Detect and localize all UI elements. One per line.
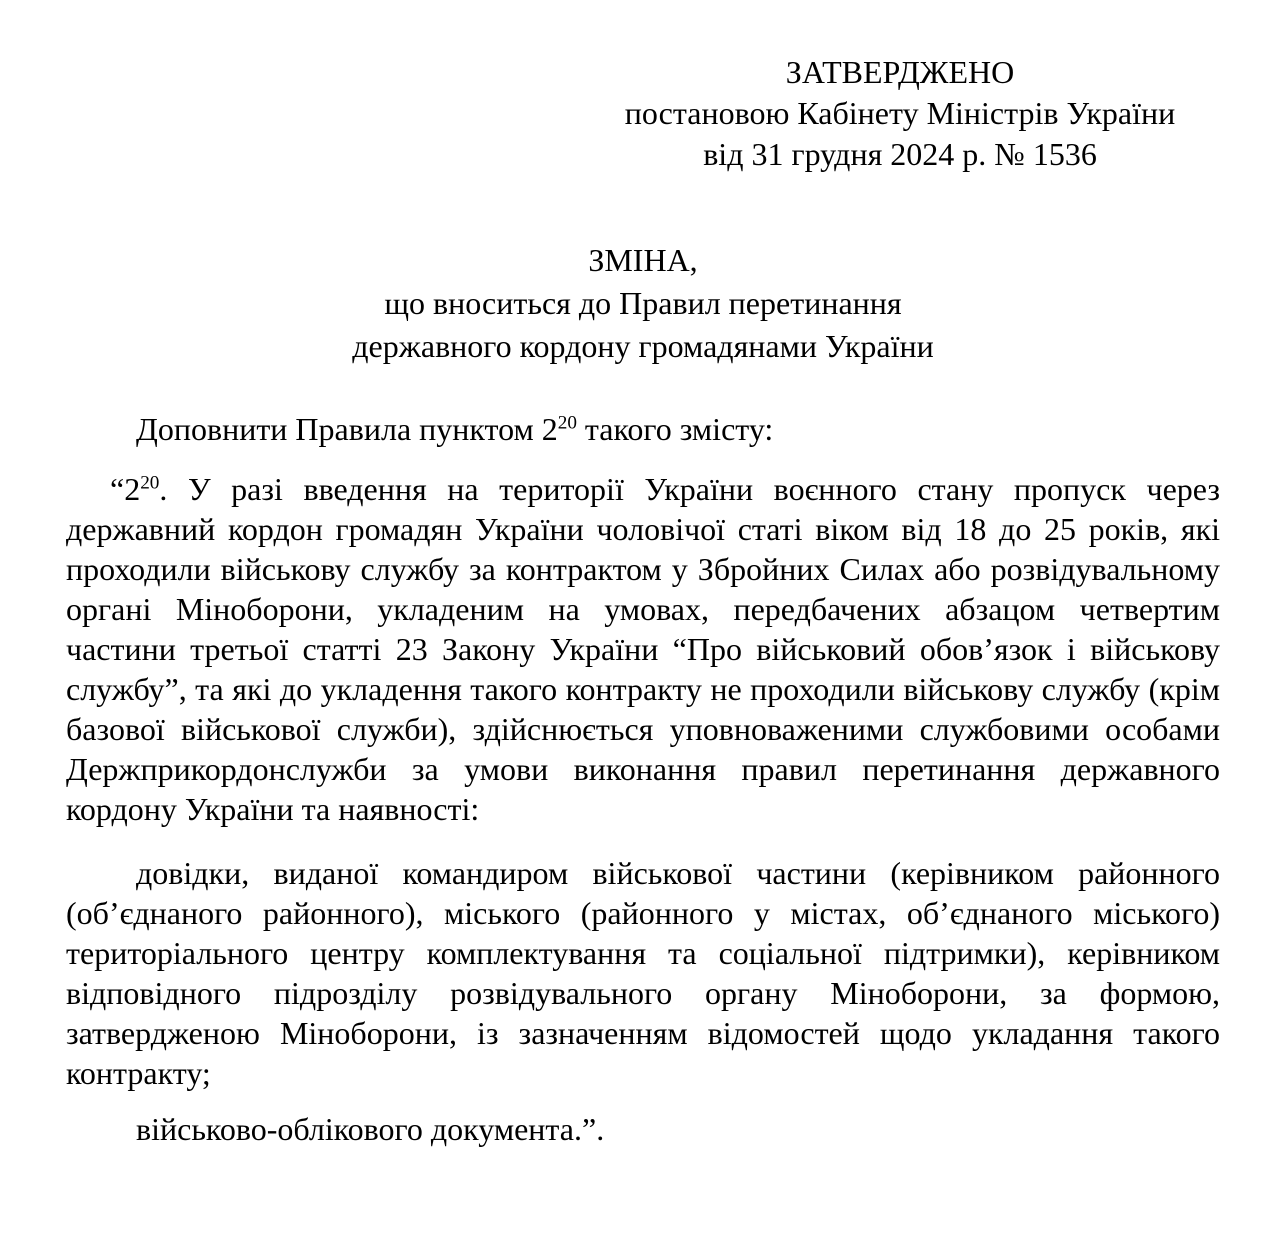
paragraph-certificate-requirement: довідки, виданої командиром військової частини (керівником районного (об’єднаного районного), міського (районного у містах, об’єднаного міського) територіального центру комплектування та соціальної підтримки), керівником відповідного підрозділу розвідувального органу Міноборони, за формою, затвердженою Міноборони, із зазначенням відомостей щодо укладання такого контракту; bbox=[66, 855, 1220, 1091]
approval-stamp-label: ЗАТВЕРДЖЕНО bbox=[785, 54, 1015, 90]
document-title bbox=[66, 239, 1220, 368]
point-number-superscript: 20 bbox=[557, 412, 577, 434]
p1-quote-prefix: “2 bbox=[110, 471, 141, 507]
approval-block bbox=[580, 52, 1220, 175]
approval-date-number-line: від 31 грудня 2024 р. № 1536 bbox=[703, 136, 1097, 172]
p1-main-text: . У разі введення на території України воєнного стану пропуск через державний кордон громадян України чоловічої статі віком від 18 до 25 років, які проходили військову службу за контрактом у Збройних Силах або розвідувальному органі Міноборони, укладеним на умовах, передбачених абзацом четвертим частини третьої статті 23 Закону України “Про військовий обов’язок і військову службу”, та які до укладення такого контракту не проходили військову службу (крім базової військової служби), здійснюється уповноваженими службовими особами Держприкордонслужби за умови виконання правил перетинання державного кордону України та наявності: bbox=[66, 471, 1220, 827]
p1-point-number-superscript: 20 bbox=[140, 472, 160, 494]
title-line-2: що вноситься до Правил перетинання bbox=[384, 285, 902, 321]
title-line-3: державного кордону громадянами України bbox=[352, 328, 934, 364]
paragraph-military-record-document: військово-облікового документа.”. bbox=[136, 1111, 605, 1147]
paragraph-point-2-20 bbox=[66, 469, 1220, 829]
intro-text-suffix: такого змісту: bbox=[576, 411, 774, 447]
intro-paragraph bbox=[66, 409, 1220, 449]
intro-text-prefix: Доповнити Правила пунктом 2 bbox=[136, 411, 558, 447]
approval-authority-line: постановою Кабінету Міністрів України bbox=[624, 95, 1176, 131]
title-line-1: ЗМІНА, bbox=[588, 242, 698, 278]
